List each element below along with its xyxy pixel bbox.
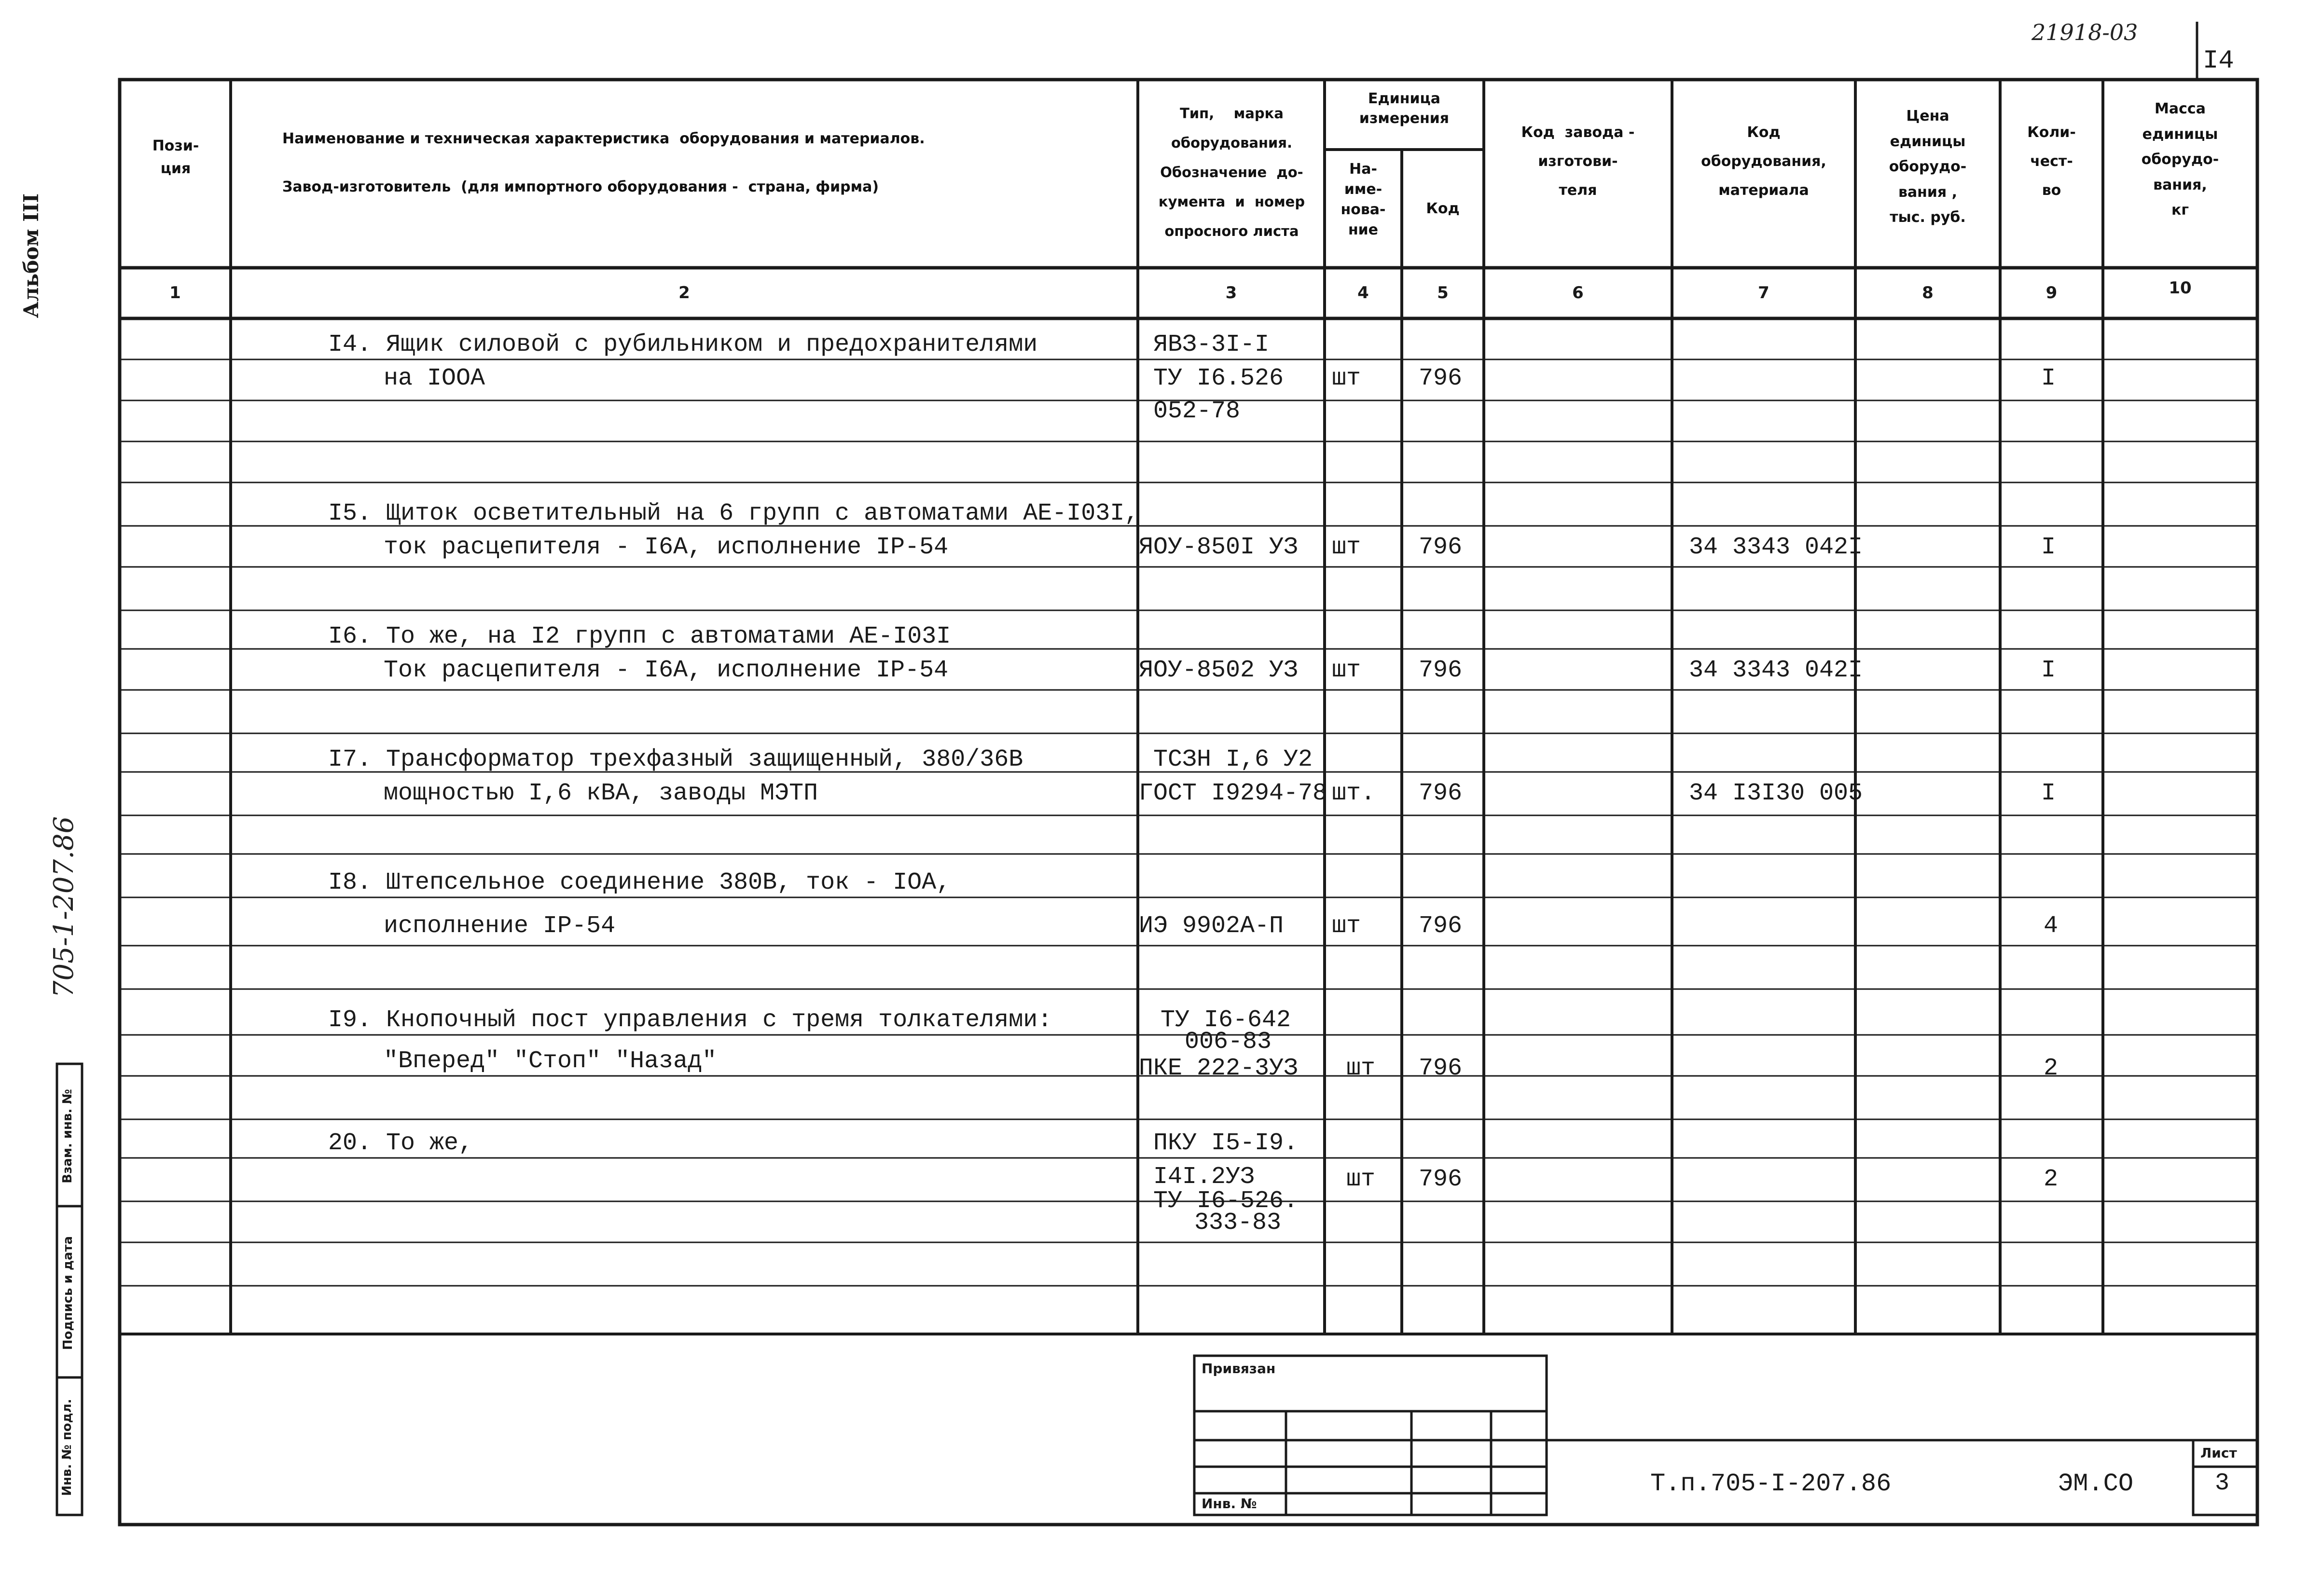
row17-type-line1: ТСЗН I,6 У2 [1153, 746, 1313, 773]
row17-type-line2: ГОСТ I9294-78 [1139, 780, 1327, 807]
row17-name-line1: I7. Трансформатор трехфазный защищенный, 380/36В [328, 746, 1023, 773]
header-quantity: Коли- чест- во [2027, 124, 2076, 199]
stamp-signature-date: Подпись и дата [61, 1236, 75, 1350]
col-number-8: 8 [1922, 283, 1934, 303]
row20-unit: шт [1346, 1166, 1376, 1193]
row19-type-line3: ПКЕ 222-3УЗ [1139, 1055, 1299, 1082]
row17-quantity: I [2041, 780, 2056, 807]
row20-type-line4: 333-83 [1194, 1209, 1282, 1237]
stamp-inv-podl: Инв. № подл. [60, 1399, 74, 1496]
header-plant-code: Код завода - изготови- теля [1521, 124, 1635, 199]
col-number-3: 3 [1225, 283, 1237, 303]
row18-name-line2: исполнение IP-54 [384, 912, 616, 940]
row19-type-line2: 006-83 [1185, 1028, 1272, 1056]
handwritten-code: 21918-03 [2032, 19, 2138, 45]
row19-unit: шт [1346, 1055, 1376, 1082]
header-unit-name: На- име- нова- ние [1341, 161, 1386, 238]
header-unit-code: Код [1426, 200, 1460, 217]
row19-quantity: 2 [2044, 1055, 2059, 1082]
col-number-9: 9 [2045, 283, 2058, 303]
row15-unit: шт [1332, 534, 1361, 561]
row16-equipment-code: 34 3343 042I [1689, 657, 1863, 684]
col-number-10: 10 [2169, 278, 2192, 298]
row20-type-line3: ТУ I6-526. [1153, 1187, 1299, 1215]
row20-unit-code: 796 [1419, 1166, 1463, 1193]
row14-unit-code: 796 [1419, 365, 1463, 392]
row17-unit: шт. [1332, 780, 1376, 807]
row18-name-line1: I8. Штепсельное соединение 380В, ток - IOA, [328, 869, 951, 896]
row15-name-line2: ток расцепителя - I6А, исполнение IP-54 [384, 534, 949, 561]
document-code: Т.п.705-I-207.86 [1650, 1470, 1892, 1498]
header-unit-group: Единица измерения [1359, 90, 1450, 127]
row15-unit-code: 796 [1419, 534, 1463, 561]
header-price: Цена единицы оборудо- вания , тыс. руб. [1889, 108, 1967, 226]
row15-quantity: I [2041, 534, 2056, 561]
header-type: Тип, марка оборудования. Обозначение до- кумента и номер опросного листа [1158, 105, 1305, 239]
header-name-line2: Завод-изготовитель (для импортного оборудования - страна, фирма) [282, 179, 879, 195]
header-equipment-code: Код оборудования, материала [1701, 124, 1826, 199]
stamp-vzam-inv: Взам. инв. № [60, 1089, 75, 1183]
row20-type-line1: ПКУ I5-I9. [1153, 1129, 1299, 1157]
col-number-7: 7 [1758, 283, 1769, 303]
sheet-label: Лист [2200, 1445, 2237, 1461]
row14-name-line2: на IOOA [384, 365, 485, 392]
page-number: I4 [2203, 46, 2234, 76]
row18-quantity: 4 [2044, 912, 2059, 940]
row16-name-line2: Ток расцепителя - I6А, исполнение IP-54 [384, 657, 949, 684]
document-type: ЭМ.СО [2058, 1470, 2134, 1498]
doc-number-handwritten: 705-1-207.86 [48, 816, 80, 998]
header-name-line1: Наименование и техническая характеристика оборудования и материалов. [282, 130, 925, 147]
header-position: Пози- ция [152, 138, 199, 177]
row16-unit-code: 796 [1419, 657, 1463, 684]
row20-quantity: 2 [2044, 1166, 2059, 1193]
row16-unit: шт [1332, 657, 1361, 684]
row15-equipment-code: 34 3343 042I [1689, 534, 1863, 561]
header-mass: Масса единицы оборудо- вания, кг [2141, 100, 2219, 219]
sheet-number: 3 [2215, 1470, 2230, 1497]
row14-type-line1: ЯВЗ-3I-I [1153, 331, 1270, 358]
row20-type-line2: I4I.2УЗ [1153, 1163, 1255, 1191]
row17-name-line2: мощностью I,6 кВА, заводы МЭТП [384, 780, 818, 807]
row19-type-line1: ТУ I6-642 [1161, 1006, 1291, 1034]
inv-no-label: Инв. № [1202, 1496, 1257, 1512]
col-number-1: 1 [169, 283, 181, 303]
row18-unit-code: 796 [1419, 912, 1463, 940]
row14-type-line3: 052-78 [1153, 398, 1241, 425]
row19-name-line1: I9. Кнопочный пост управления с тремя толкателями: [328, 1006, 1052, 1034]
row15-type: ЯОУ-850I УЗ [1139, 534, 1299, 561]
col-number-5: 5 [1437, 283, 1449, 303]
row18-type: ИЭ 9902А-П [1139, 912, 1284, 940]
row17-unit-code: 796 [1419, 780, 1463, 807]
row20-name-line1: 20. То же, [328, 1129, 473, 1157]
privyazan-label: Привязан [1202, 1361, 1276, 1376]
row17-equipment-code: 34 I3I30 005 [1689, 780, 1863, 807]
row16-type: ЯОУ-8502 УЗ [1139, 657, 1299, 684]
row16-name-line1: I6. То же, на I2 групп с автоматами АЕ-I03I [328, 623, 951, 650]
row16-quantity: I [2041, 657, 2056, 684]
col-number-2: 2 [678, 283, 690, 303]
row14-type-line2: ТУ I6.526 [1153, 365, 1284, 392]
row14-name-line1: I4. Ящик силовой с рубильником и предохранителями [328, 331, 1038, 358]
col-number-6: 6 [1572, 283, 1584, 303]
row15-name-line1: I5. Щиток осветительный на 6 групп с автоматами АЕ-I03I, [328, 500, 1139, 527]
row14-quantity: I [2041, 365, 2056, 392]
row18-unit: шт [1332, 912, 1361, 940]
col-number-4: 4 [1357, 283, 1369, 303]
row14-unit: шт [1332, 365, 1361, 392]
row19-name-line2: "Вперед" "Стоп" "Назад" [384, 1047, 717, 1075]
album-label: Альбом III [19, 193, 43, 318]
row19-unit-code: 796 [1419, 1055, 1463, 1082]
